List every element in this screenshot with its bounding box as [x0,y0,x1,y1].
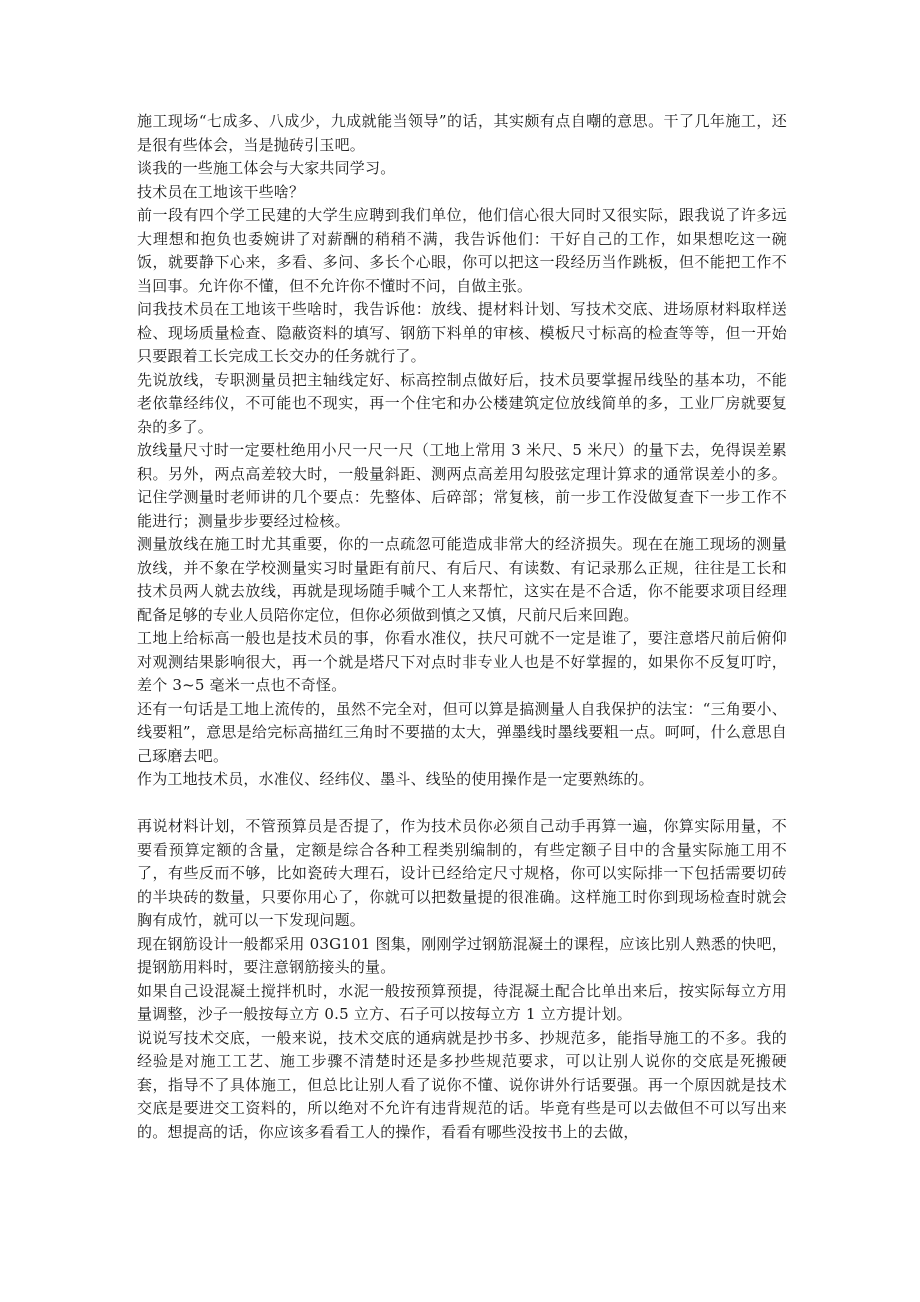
paragraph-intro: 施工现场“七成多、八成少，九成就能当领导”的话，其实颇有点自嘲的意思。干了几年施工，还是很有些体会，当是抛砖引玉吧。 [137,112,787,154]
paragraph-saying: 还有一句话是工地上流传的，虽然不完全对，但可以算是搞测量人自我保护的法宝：“三角要小、线要粗”，意思是给完标高描红三角时不要描的太大，弹墨线时墨线要粗一点。呵呵，什么意思自己琢磨去吧。 [137,699,787,765]
document-body [137,110,787,1144]
paragraph-duties-list: 问我技术员在工地该干些啥时，我告诉他：放线、提材料计划、写技术交底、进场原材料取样送检、现场质量检查、隐蔽资料的填写、钢筋下料单的审核、模板尺寸标高的检查等等，但一开始只要跟着工长完成工长交办的任务就行了。 [137,300,787,365]
paragraph-concrete: 如果自己设混凝土搅拌机时，水泥一般按预算预提，待混凝土配合比单出来后，按实际每立方用量调整，沙子一般按每立方 0.5 立方、石子可以按每立方 1 立方提计划。 [137,981,787,1023]
paragraph-survey-importance: 测量放线在施工时尤其重要，你的一点疏忽可能造成非常大的经济损失。现在在施工现场的测量放线，并不象在学校测量实习时量距有前尺、有后尺、有读数、有记录那么正规，往往是工长和技术员两人就去放线，再就是现场随手喊个工人来帮忙，这实在是不合适，你不能要求项目经理配备足够的专业人员陪你定位，但你必须做到慎之又慎，尺前尺后来回跑。 [137,535,787,624]
paragraph-share: 谈我的一些施工体会与大家共同学习。 [137,159,396,177]
paragraph-tech-disclosure: 说说写技术交底，一般来说，技术交底的通病就是抄书多、抄规范多，能指导施工的不多。我的经验是对施工工艺、施工步骤不清楚时还是多抄些规范要求，可以让别人说你的交底是死搬硬套，指导不了具体施工，但总比让别人看了说你不懂、说你讲外行话要强。再一个原因就是技术交底是要进交工资料的，所以绝对不允许有违背规范的话。毕竟有些是可以去做但不可以写出来的。想提高的话，你应该多看看工人的操作，看看有哪些没按书上的去做， [137,1028,787,1141]
blank-line [137,792,787,816]
paragraph-graduates: 前一段有四个学工民建的大学生应聘到我们单位，他们信心很大同时又很实际，跟我说了许多远大理想和抱负也委婉讲了对薪酬的稍稍不满，我告诉他们：干好自己的工作，如果想吃这一碗饭，就要静下心来，多看、多问、多长个心眼，你可以把这一段经历当作跳板，但不能把工作不当回事。允许你不懂，但不允许你不懂时不问，自做主张。 [137,206,787,295]
paragraph-material-plan: 再说材料计划，不管预算员是否提了，作为技术员你必须自己动手再算一遍，你算实际用量，不要看预算定额的含量，定额是综合各种工程类别编制的，有些定额子目中的含量实际施工用不了，有些反而不够，比如瓷砖大理石，设计已经给定尺寸规格，你可以实际排一下包括需要切砖的半块砖的数量，只要你用心了，你就可以把数量提的很准确。这样施工时你到现场检查时就会胸有成竹，就可以一下发现问题。 [137,817,787,929]
paragraph-measuring: 放线量尺寸时一定要杜绝用小尺一尺一尺（工地上常用 3 米尺、5 米尺）的量下去，免得误差累积。另外，两点高差较大时，一般量斜距、测两点高差用勾股弦定理计算求的通常误差小的多。记住学测量时老师讲的几个要点：先整体、后碎部；常复核，前一步工作没做复查下一步工作不能进行；测量步步要经过检核。 [137,441,787,530]
paragraph-rebar: 现在钢筋设计一般都采用 03G101 图集，刚刚学过钢筋混凝土的课程，应该比别人熟悉的快吧，提钢筋用料时，要注意钢筋接头的量。 [137,934,787,976]
paragraph-instruments: 作为工地技术员，水准仪、经纬仪、墨斗、线坠的使用操作是一定要熟练的。 [137,770,654,788]
section-heading-technician-duties: 技术员在工地该干些啥？ [137,182,305,201]
paragraph-layout-basics: 先说放线，专职测量员把主轴线定好、标高控制点做好后，技术员要掌握吊线坠的基本功，不能老依靠经纬仪，不可能也不现实，再一个住宅和办公楼建筑定位放线简单的多，工业厂房就要复杂的多了。 [137,370,787,436]
paragraph-elevation: 工地上给标高一般也是技术员的事，你看水准仪，扶尺可就不一定是谁了，要注意塔尺前后俯仰对观测结果影响很大，再一个就是塔尺下对点时非专业人也是不好掌握的，如果你不反复叮咛，差个 3~5 毫米一点也不奇怪。 [137,629,787,694]
